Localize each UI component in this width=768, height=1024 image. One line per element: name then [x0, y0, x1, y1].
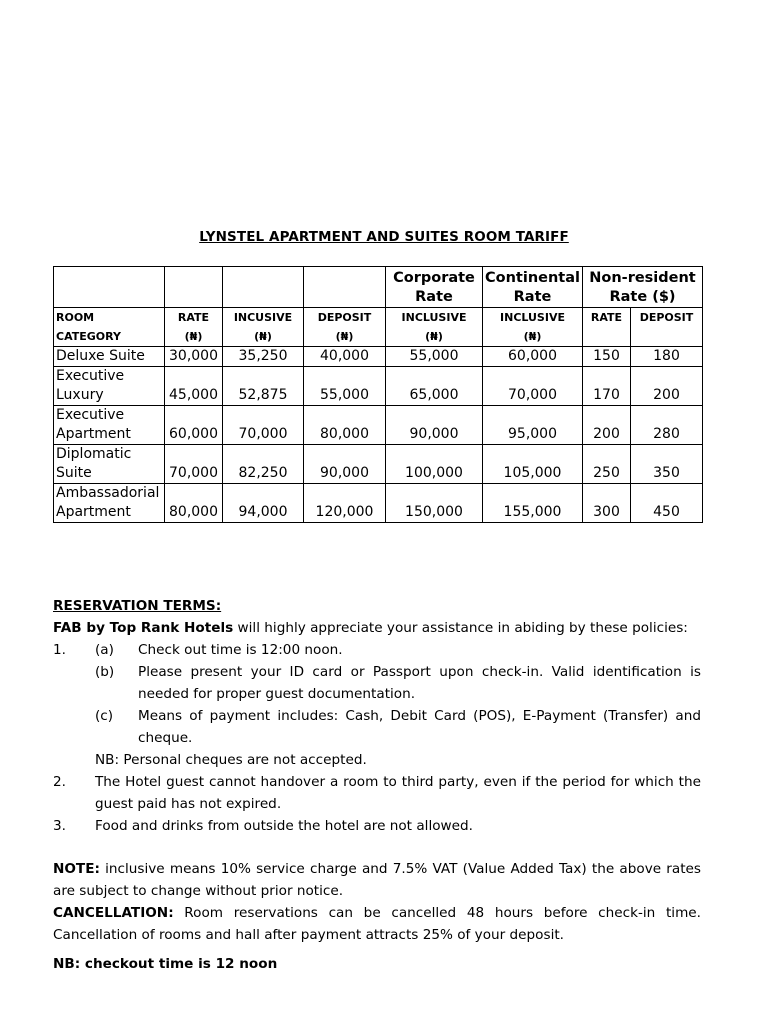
- cell-inclusive: 52,875: [223, 367, 304, 406]
- cell-room-category: Ambassadorial Apartment: [54, 484, 165, 523]
- term-1c-text: Means of payment includes: Cash, Debit Card (POS), E-Payment (Transfer) and cheque.: [138, 708, 701, 746]
- cell-rate: 45,000: [165, 367, 223, 406]
- cell-corporate: 150,000: [386, 484, 483, 523]
- header-nonresident-rate: Non-resident Rate ($): [583, 267, 703, 308]
- cell-continental: 60,000: [483, 347, 583, 367]
- cell-nr-rate: 200: [583, 406, 631, 445]
- term-2-text: The Hotel guest cannot handover a room to third party, even if the period for which the guest paid has not expired.: [95, 774, 701, 812]
- header-nonresident-deposit: DEPOSIT: [631, 308, 703, 347]
- hotel-name: FAB by Top Rank Hotels: [53, 620, 234, 636]
- note-text: inclusive means 10% service charge and 7.5% VAT (Value Added Tax) the above rates are subject to change without prior notice.: [53, 861, 701, 899]
- cell-rate: 80,000: [165, 484, 223, 523]
- cell-inclusive: 82,250: [223, 445, 304, 484]
- cell-deposit: 80,000: [304, 406, 386, 445]
- table-group-header-row: [54, 267, 703, 308]
- header-incusive: INCUSIVE (₦): [223, 308, 304, 347]
- cell-inclusive: 35,250: [223, 347, 304, 367]
- table-row: [54, 484, 703, 523]
- cell-inclusive: 94,000: [223, 484, 304, 523]
- header-nonresident-rate-sub: RATE: [583, 308, 631, 347]
- terms-intro-text: will highly appreciate your assistance in abiding by these policies:: [233, 620, 688, 636]
- cell-corporate: 65,000: [386, 367, 483, 406]
- term-1b-text: Please present your ID card or Passport upon check-in. Valid identification is needed for proper guest documentation.: [138, 664, 701, 702]
- tariff-body: [54, 347, 703, 523]
- reservation-terms-heading: RESERVATION TERMS:: [53, 598, 222, 614]
- cell-nr-rate: 150: [583, 347, 631, 367]
- nb-cheques-text: NB: Personal cheques are not accepted.: [95, 752, 367, 768]
- header-room-category: ROOM CATEGORY: [54, 308, 165, 347]
- header-continental-inclusive: INCLUSIVE (₦): [483, 308, 583, 347]
- cell-continental: 105,000: [483, 445, 583, 484]
- header-corporate-rate: Corporate Rate: [386, 267, 483, 308]
- table-sub-header-row: [54, 308, 703, 347]
- table-row: [54, 367, 703, 406]
- term-1c-label: (c): [95, 708, 114, 724]
- table-row: [54, 445, 703, 484]
- cancellation-label: CANCELLATION:: [53, 905, 174, 921]
- term-1b-label: (b): [95, 664, 115, 680]
- cell-corporate: 55,000: [386, 347, 483, 367]
- cancellation-paragraph: [53, 902, 701, 946]
- term-1b: [53, 661, 701, 705]
- term-1a-label: (a): [95, 642, 114, 658]
- table-row: [54, 406, 703, 445]
- cell-corporate: 100,000: [386, 445, 483, 484]
- cell-nr-rate: 170: [583, 367, 631, 406]
- cell-nr-deposit: 200: [631, 367, 703, 406]
- nb-cheques: [53, 749, 701, 771]
- cell-continental: 95,000: [483, 406, 583, 445]
- cell-nr-deposit: 350: [631, 445, 703, 484]
- tariff-table: [53, 266, 703, 523]
- terms-intro: [53, 617, 701, 639]
- cell-continental: 155,000: [483, 484, 583, 523]
- note-label: NOTE:: [53, 861, 100, 877]
- cell-nr-deposit: 280: [631, 406, 703, 445]
- cell-nr-deposit: 450: [631, 484, 703, 523]
- term-3: [53, 815, 701, 837]
- table-row: [54, 347, 703, 367]
- note-paragraph: [53, 858, 701, 902]
- cancellation-text: Room reservations can be cancelled 48 hours before check-in time. Cancellation of rooms and hall after payment attracts 25% of your deposit.: [53, 905, 701, 943]
- header-deposit: DEPOSIT (₦): [304, 308, 386, 347]
- term-2: [53, 771, 701, 815]
- cell-nr-rate: 300: [583, 484, 631, 523]
- header-rate: RATE (₦): [165, 308, 223, 347]
- cell-room-category: Executive Apartment: [54, 406, 165, 445]
- cell-room-category: Diplomatic Suite: [54, 445, 165, 484]
- term-3-text: Food and drinks from outside the hotel are not allowed.: [95, 818, 473, 834]
- footer-nb: NB: checkout time is 12 noon: [53, 956, 278, 972]
- cell-room-category: Executive Luxury: [54, 367, 165, 406]
- cell-nr-rate: 250: [583, 445, 631, 484]
- term-1a: [53, 639, 701, 661]
- cell-deposit: 55,000: [304, 367, 386, 406]
- cell-rate: 30,000: [165, 347, 223, 367]
- cell-room-category: Deluxe Suite: [54, 347, 165, 367]
- cell-continental: 70,000: [483, 367, 583, 406]
- cell-deposit: 90,000: [304, 445, 386, 484]
- cell-rate: 70,000: [165, 445, 223, 484]
- term-1a-text: Check out time is 12:00 noon.: [138, 642, 343, 658]
- term-1-number: 1.: [53, 642, 66, 658]
- cell-nr-deposit: 180: [631, 347, 703, 367]
- page-title: LYNSTEL APARTMENT AND SUITES ROOM TARIFF: [199, 229, 569, 245]
- cell-deposit: 40,000: [304, 347, 386, 367]
- cell-corporate: 90,000: [386, 406, 483, 445]
- term-2-number: 2.: [53, 774, 66, 790]
- header-corporate-inclusive: INCLUSIVE (₦): [386, 308, 483, 347]
- cell-inclusive: 70,000: [223, 406, 304, 445]
- header-continental-rate: Continental Rate: [483, 267, 583, 308]
- cell-rate: 60,000: [165, 406, 223, 445]
- term-3-number: 3.: [53, 818, 66, 834]
- cell-deposit: 120,000: [304, 484, 386, 523]
- term-1c: [53, 705, 701, 749]
